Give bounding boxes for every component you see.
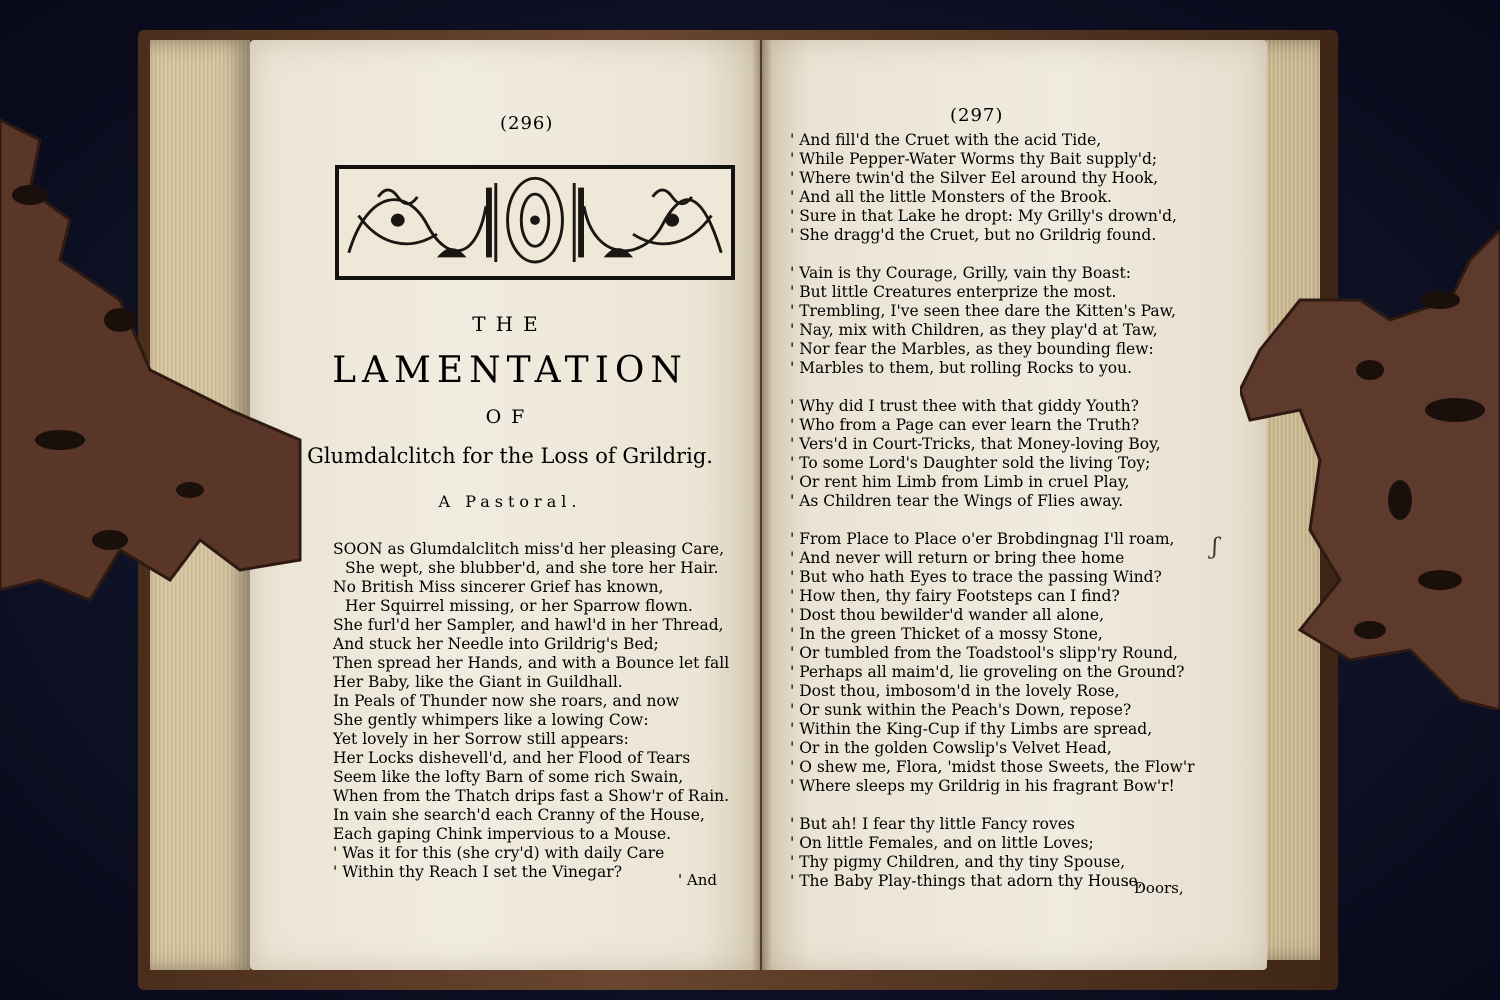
verse-line: ' O shew me, Flora, 'midst those Sweets, the Flow'r: [790, 758, 1195, 776]
verse-line: In Peals of Thunder now she roars, and now: [333, 692, 680, 710]
left-verse-block: [333, 540, 729, 882]
verse-line: ' Within the King-Cup if thy Limbs are spread,: [790, 720, 1153, 738]
verse-line: ' In the green Thicket of a mossy Stone,: [790, 625, 1103, 643]
title-subtitle: Glumdalclitch for the Loss of Grildrig.: [307, 444, 713, 468]
verse-line: Then spread her Hands, and with a Bounce let fall: [333, 654, 730, 672]
verse-line: She gently whimpers like a lowing Cow:: [333, 711, 649, 729]
right-catchword: ' Doors,: [1125, 879, 1184, 897]
verse-line: ' Perhaps all maim'd, lie groveling on the Ground?: [790, 663, 1185, 681]
verse-line: ' On little Females, and on little Loves;: [790, 834, 1094, 852]
verse-line: ' But ah! I fear thy little Fancy roves: [790, 815, 1075, 833]
verse-line: ' Trembling, I've seen thee dare the Kitten's Paw,: [790, 302, 1176, 320]
left-page-number: (296): [500, 113, 554, 134]
verse-line: ' Nay, mix with Children, as they play'd at Taw,: [790, 321, 1158, 339]
left-catchword: ' And: [678, 871, 717, 889]
verse-line: ' Thy pigmy Children, and thy tiny Spouse,: [790, 853, 1126, 871]
subheading-pastoral: A Pastoral.: [438, 492, 582, 511]
verse-line: ' To some Lord's Daughter sold the living Toy;: [790, 454, 1151, 472]
verse-line: Her Locks dishevell'd, and her Flood of Tears: [333, 749, 691, 767]
verse-line: ' Who from a Page can ever learn the Truth?: [790, 416, 1140, 434]
verse-line: ' Nor fear the Marbles, as they bounding flew:: [790, 340, 1154, 358]
verse-line: ' Or sunk within the Peach's Down, repose?: [790, 701, 1132, 719]
verse-line: ' As Children tear the Wings of Flies away.: [790, 492, 1124, 510]
verse-line: Yet lovely in her Sorrow still appears:: [333, 730, 629, 748]
verse-line: In vain she search'd each Cranny of the House,: [333, 806, 705, 824]
title-the: THE: [472, 312, 548, 336]
verse-line: And stuck her Needle into Grildrig's Bed;: [333, 635, 659, 653]
verse-line: When from the Thatch drips fast a Show'r of Rain.: [333, 787, 730, 805]
verse-line: SOON as Glumdalclitch miss'd her pleasing Care,: [333, 540, 725, 558]
verse-line: ' And fill'd the Cruet with the acid Tide,: [790, 131, 1102, 149]
verse-line: ' While Pepper-Water Worms thy Bait supply'd;: [790, 150, 1158, 168]
verse-line: ' From Place to Place o'er Brobdingnag I'll roam,: [790, 530, 1175, 548]
right-book-clip: [1240, 230, 1500, 710]
verse-line: Her Squirrel missing, or her Sparrow flown.: [345, 597, 693, 615]
verse-line: ' And never will return or bring thee home: [790, 549, 1125, 567]
verse-line: Her Baby, like the Giant in Guildhall.: [333, 673, 623, 691]
woodcut-ornament: [335, 165, 735, 280]
verse-line: ' Vain is thy Courage, Grilly, vain thy Boast:: [790, 264, 1131, 282]
verse-line: ' But little Creatures enterprize the most.: [790, 283, 1117, 301]
verse-line: ' Where twin'd the Silver Eel around thy Hook,: [790, 169, 1159, 187]
right-verse-block: [790, 131, 1195, 891]
verse-line: Seem like the lofty Barn of some rich Swain,: [333, 768, 684, 786]
verse-line: ' Dost thou, imbosom'd in the lovely Rose,: [790, 682, 1120, 700]
title-lamentation: LAMENTATION: [332, 350, 688, 391]
verse-line: ' She dragg'd the Cruet, but no Grildrig found.: [790, 226, 1157, 244]
stanza-gap: [790, 796, 1195, 815]
verse-line: ' Where sleeps my Grildrig in his fragrant Bow'r!: [790, 777, 1175, 795]
verse-line: ' Or in the golden Cowslip's Velvet Head,: [790, 739, 1112, 757]
verse-line: She furl'd her Sampler, and hawl'd in her Thread,: [333, 616, 724, 634]
ornament-icon: [339, 169, 731, 276]
verse-line: Each gaping Chink impervious to a Mouse.: [333, 825, 672, 843]
stanza-gap: [790, 378, 1195, 397]
verse-line: ' Within thy Reach I set the Vinegar?: [333, 863, 623, 881]
verse-line: ' Vers'd in Court-Tricks, that Money-loving Boy,: [790, 435, 1161, 453]
verse-line: ' Marbles to them, but rolling Rocks to you.: [790, 359, 1133, 377]
verse-line: ' Sure in that Lake he dropt: My Grilly's drown'd,: [790, 207, 1177, 225]
stanza-gap: [790, 511, 1195, 530]
right-page-number: (297): [950, 105, 1004, 126]
left-book-clip: [0, 110, 310, 610]
stanza-gap: [790, 245, 1195, 264]
margin-pencil-mark: ʃ: [1212, 535, 1218, 560]
verse-line: ' The Baby Play-things that adorn thy House,: [790, 872, 1143, 890]
verse-line: ' How then, thy fairy Footsteps can I find?: [790, 587, 1120, 605]
verse-line: ' Dost thou bewilder'd wander all alone,: [790, 606, 1105, 624]
verse-line: ' Or tumbled from the Toadstool's slipp'ry Round,: [790, 644, 1178, 662]
verse-line: No British Miss sincerer Grief has known,: [333, 578, 664, 596]
verse-line: ' But who hath Eyes to trace the passing Wind?: [790, 568, 1162, 586]
verse-line: ' And all the little Monsters of the Brook.: [790, 188, 1112, 206]
verse-line: ' Or rent him Limb from Limb in cruel Play,: [790, 473, 1130, 491]
title-of: OF: [485, 406, 535, 428]
verse-line: ' Why did I trust thee with that giddy Youth?: [790, 397, 1139, 415]
verse-line: ' Was it for this (she cry'd) with daily Care: [333, 844, 665, 862]
verse-line: She wept, she blubber'd, and she tore her Hair.: [345, 559, 719, 577]
